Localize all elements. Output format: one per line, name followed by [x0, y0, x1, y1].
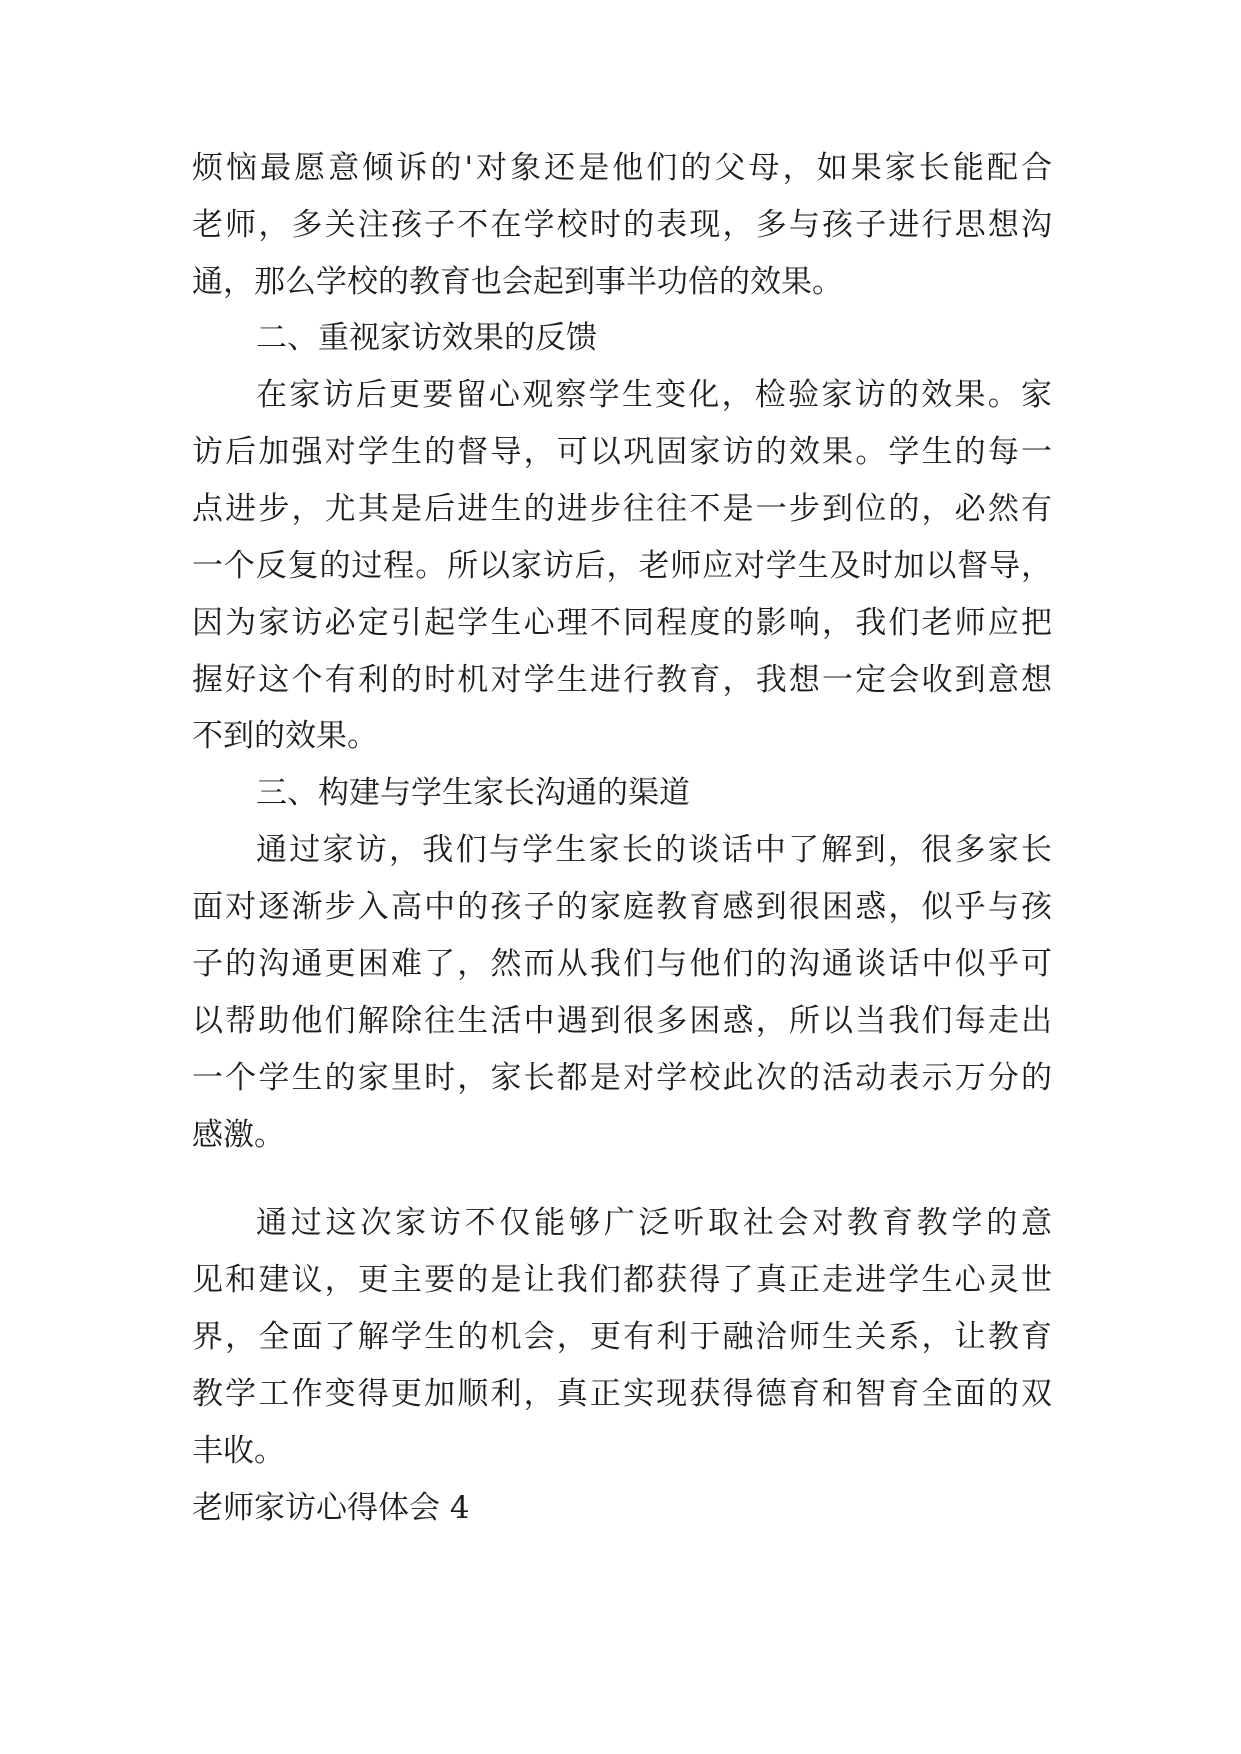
body-text-line: 老师，多关注孩子不在学校时的表现，多与孩子进行思想沟 — [192, 207, 1052, 243]
body-text-line: 因为家访必定引起学生心理不同程度的影响，我们老师应把 — [192, 605, 1052, 641]
body-text-line: 点进步，尤其是后进生的进步往往不是一步到位的，必然有 — [192, 491, 1052, 527]
body-text-line: 烦恼最愿意倾诉的'对象还是他们的父母，如果家长能配合 — [192, 150, 1052, 186]
body-text-line: 在家访后更要留心观察学生变化，检验家访的效果。家 — [256, 377, 1052, 413]
body-text-line: 感激。 — [192, 1117, 285, 1153]
body-text-line: 握好这个有利的时机对学生进行教育，我想一定会收到意想 — [192, 662, 1052, 698]
body-text-line: 不到的效果。 — [192, 718, 378, 754]
body-text-line: 一个学生的家里时，家长都是对学校此次的活动表示万分的 — [192, 1060, 1052, 1096]
body-text-line: 丰收。 — [192, 1433, 285, 1469]
body-text-line: 通过这次家访不仅能够广泛听取社会对教育教学的意 — [256, 1205, 1052, 1241]
body-text-line: 一个反复的过程。所以家访后，老师应对学生及时加以督导， — [192, 548, 1052, 584]
section-heading: 二、重视家访效果的反馈 — [256, 320, 597, 356]
body-text-line: 访后加强对学生的督导，可以巩固家访的效果。学生的每一 — [192, 434, 1052, 470]
body-text-line: 以帮助他们解除往生活中遇到很多困惑，所以当我们每走出 — [192, 1003, 1052, 1039]
body-text-line: 子的沟通更困难了，然而从我们与他们的沟通谈话中似乎可 — [192, 946, 1052, 982]
body-text-line: 面对逐渐步入高中的孩子的家庭教育感到很困惑，似乎与孩 — [192, 889, 1052, 925]
body-text-line: 通，那么学校的教育也会起到事半功倍的效果。 — [192, 264, 843, 300]
article-title: 老师家访心得体会 4 — [192, 1490, 470, 1526]
body-text-line: 见和建议，更主要的是让我们都获得了真正走进学生心灵世 — [192, 1262, 1052, 1298]
body-text-line: 通过家访，我们与学生家长的谈话中了解到，很多家长 — [256, 832, 1052, 868]
body-text-line: 教学工作变得更加顺利，真正实现获得德育和智育全面的双 — [192, 1376, 1052, 1412]
body-text-line: 界，全面了解学生的机会，更有利于融洽师生关系，让教育 — [192, 1319, 1052, 1355]
section-heading: 三、构建与学生家长沟通的渠道 — [256, 775, 690, 811]
